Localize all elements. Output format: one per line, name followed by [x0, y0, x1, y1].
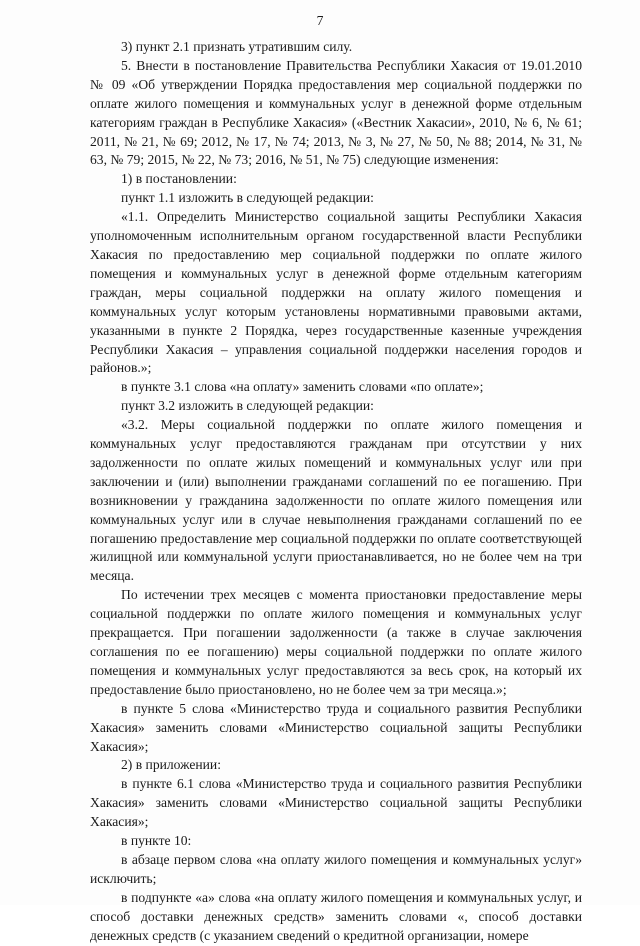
- paragraph-4: пункт 1.1 изложить в следующей редакции:: [121, 190, 374, 206]
- paragraph-9: По истечении трех месяцев с момента приостановки предоставление меры социальной поддержки по оплате жилого помещения и коммунальных услуг прекращается. При погашении задолженности (а также в случае заключения соглашения по ее погашению) меры социальной поддержки по оплате жилого помещения и коммунальных услуг предоставляются за весь срок, на который их предоставление было приостановлено, но не более чем за три месяца.»;: [90, 587, 582, 697]
- paragraph-3: 1) в постановлении:: [121, 171, 237, 187]
- paragraph-12: в пункте 6.1 слова «Министерство труда и социального развития Республики Хакасия» заменить словами «Министерство социальной защиты Республики Хакасия»;: [90, 776, 582, 830]
- page-number: 7: [316, 13, 324, 28]
- paragraph-1: 3) пункт 2.1 признать утратившим силу.: [121, 39, 353, 54]
- paragraph-13: в пункте 10:: [121, 833, 192, 849]
- paragraph-2: 5. Внести в постановление Правительства Республики Хакасия от 19.01.2010 № 09 «Об утверждении Порядка предоставления мер социальной поддержки по оплате жилого помещения и коммунальных услуг в денежной форме отдельным категориям граждан в Республике Хакасия» («Вестник Хакасии», 2010, № 6, № 61; 2011, № 21, № 69; 2012, № 17, № 74; 2013, № 3, № 27, № 50, № 88; 2014, № 31, № 63, № 79; 2015, № 22, № 73; 2016, № 51, № 75) следующие изменения:: [90, 57, 582, 168]
- paragraph-5: «1.1. Определить Министерство социальной защиты Республики Хакасия уполномоченным исполнительным органом государственной власти Республики Хакасия по предоставлению мер социальной поддержки по оплате жилого помещения и коммунальных услуг в денежной форме отдельным категориям граждан, меры социальной поддержки на оплату жилого помещения и коммунальных услуг которым установлены нормативными правовыми актами, указанными в пункте 2 Порядка, через государственные казенные учреждения Республики Хакасия – управления социальной поддержки населения городов и районов.»;: [90, 209, 582, 376]
- paragraph-8: «3.2. Меры социальной поддержки по оплате жилого помещения и коммунальных услуг предоставляются гражданам при отсутствии у них задолженности по оплате жилых помещений и коммунальных услуг или при заключении и (или) выполнении гражданами соглашений по ее погашению. При возникновении у гражданина задолженности по оплате жилого помещения или коммунальных услуг или в случае невыполнения гражданами соглашений по ее погашению предоставление мер социальной поддержки по оплате соответствующей жилищной или коммунальной услуги приостанавливается, но не более чем на три месяца.: [90, 417, 582, 584]
- paragraph-14: в абзаце первом слова «на оплату жилого помещения и коммунальных услуг» исключить;: [90, 851, 582, 886]
- document-body: [90, 38, 582, 946]
- paragraph-11: 2) в приложении:: [121, 757, 221, 773]
- paragraph-15: в подпункте «а» слова «на оплату жилого помещения и коммунальных услуг, и способ доставки денежных средств» заменить словами «, способ доставки денежных средств (с указанием сведений о кредитной организации, номере: [90, 889, 582, 943]
- paragraph-7: пункт 3.2 изложить в следующей редакции:: [121, 398, 374, 414]
- paragraph-10: в пункте 5 слова «Министерство труда и социального развития Республики Хакасия» заменить словами «Министерство социальной защиты Республики Хакасия»;: [90, 700, 582, 754]
- paragraph-6: в пункте 3.1 слова «на оплату» заменить словами «по оплате»;: [121, 379, 484, 395]
